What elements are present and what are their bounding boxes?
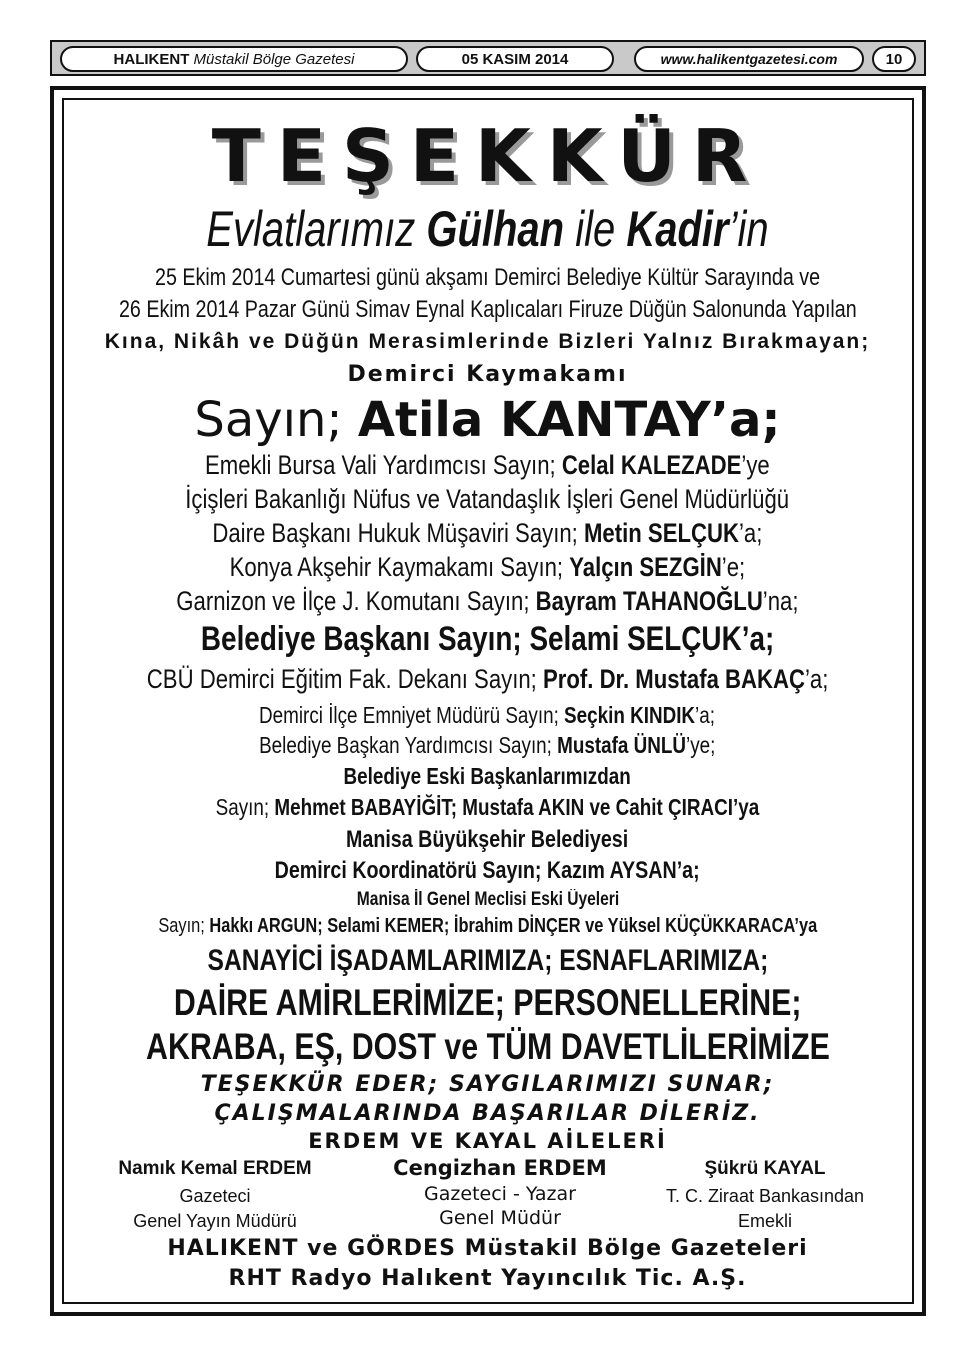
intro-line-1: 25 Ekim 2014 Cumartesi günü akşamı Demirci Belediye Kültür Sarayında ve [154, 264, 821, 291]
intro-line-2: 26 Ekim 2014 Pazar Günü Simav Eynal Kaplıcaları Firuze Düğün Salonunda Yapılan [118, 296, 857, 323]
groups-line-2: DAİRE AMİRLERİMİZE; PERSONELLERİNE; [173, 982, 802, 1023]
groups-line-1: SANAYİCİ İŞADAMLARIMIZA; ESNAFLARIMIZA; [207, 944, 768, 977]
signatory-3-name: Şükrü KAYAL [704, 1158, 826, 1179]
signatory-2-title-2: Genel Müdür [439, 1207, 561, 1229]
metropolitan-line-1: Manisa Büyükşehir Belediyesi [346, 826, 629, 853]
thanks2-line-3: Belediye Başkan Yardımcısı Sayın; Mustafa ÜNLÜ’ye; [259, 732, 716, 758]
thanks-line-2: İçişleri Bakanlığı Nüfus ve Vatandaşlık İşleri Genel Müdürlüğü [185, 484, 790, 514]
closing-line-2: ÇALIŞMALARINDA BAŞARILAR DİLERİZ. [214, 1101, 761, 1126]
paper-subtitle: Müstakil Bölge Gazetesi [193, 50, 355, 68]
signatory-2-title-1: Gazeteci - Yazar [424, 1183, 576, 1205]
date-pill [416, 46, 614, 72]
former-mayors-line: Sayın; Mehmet BABAYİĞİT; Mustafa AKIN ve Cahit ÇIRACI’ya [215, 794, 760, 820]
council-line: Sayın; Hakkı ARGUN; Selami KEMER; İbrahim DİNÇER ve Yüksel KÜÇÜKKARACA’ya [158, 915, 817, 937]
kaymakam-role: Demirci Kaymakamı [347, 362, 628, 387]
footer-line-1: HALIKENT ve GÖRDES Müstakil Bölge Gazeteleri [167, 1236, 808, 1261]
thanks2-line-1: CBÜ Demirci Eğitim Fak. Dekanı Sayın; Prof. Dr. Mustafa BAKAÇ’a; [146, 664, 829, 694]
council-heading: Manisa İl Genel Meclisi Eski Üyeleri [356, 889, 619, 910]
page-header [50, 40, 926, 76]
kaymakam-line [0, 392, 975, 448]
groups-line-3: AKRABA, EŞ, DOST ve TÜM DAVETLİLERİMİZE [145, 1026, 830, 1067]
mayor-line: Belediye Başkanı Sayın; Selami SELÇUK’a; [200, 620, 775, 658]
thanks2-line-2: Demirci İlçe Emniyet Müdürü Sayın; Seçkin KINDIK’a; [259, 702, 716, 728]
thanks-line-1: Emekli Bursa Vali Yardımcısı Sayın; Celal KALEZADE’ye [205, 450, 770, 480]
paper-name: HALIKENT [113, 50, 190, 68]
website-link: www.halikentgazetesi.com [660, 51, 838, 67]
issue-date: 05 KASIM 2014 [461, 50, 569, 68]
closing-line-1: TEŞEKKÜR EDER; SAYGILARIMIZI SUNAR; [200, 1072, 775, 1097]
page-number-pill [872, 46, 916, 72]
thanks-line-3: Daire Başkanı Hukuk Müşaviri Sayın; Metin SELÇUK’a; [212, 518, 763, 548]
signatory-2 [370, 1156, 630, 1229]
former-mayors-heading: Belediye Eski Başkanlarımızdan [343, 763, 632, 789]
groom-name: Kadir [626, 201, 729, 257]
families-line: ERDEM VE KAYAL AİLELERİ [308, 1129, 667, 1153]
metropolitan-line-2: Demirci Koordinatörü Sayın; Kazım AYSAN’a; [274, 857, 701, 884]
thanks-line-4: Konya Akşehir Kaymakamı Sayın; Yalçın SEZGİN’e; [229, 552, 746, 582]
bride-name: Gülhan [426, 201, 565, 257]
signatory-2-name: Cengizhan ERDEM [393, 1156, 607, 1180]
signatory-3-title-1: T. C. Ziraat Bankasından [665, 1186, 865, 1206]
footer-line-2: RHT Radyo Halıkent Yayıncılık Tic. A.Ş. [228, 1266, 747, 1291]
kaymakam-name: Atila KANTAY’a; [357, 392, 781, 448]
website-pill [634, 46, 864, 72]
signatory-1-title-1: Gazeteci [179, 1186, 251, 1206]
signatory-3 [650, 1158, 880, 1232]
paper-name-pill [60, 46, 408, 72]
signatory-1-name: Namık Kemal ERDEM [118, 1158, 312, 1179]
ad-subtitle: Evlatlarımız Gülhan ile Kadir’in [206, 201, 769, 257]
thanks-line-5: Garnizon ve İlçe J. Komutanı Sayın; Bayram TAHANOĞLU’na; [176, 586, 799, 616]
signatory-1-title-2: Genel Yayın Müdürü [133, 1211, 297, 1231]
signatory-1 [100, 1158, 330, 1232]
intro-line-3: Kına, Nikâh ve Düğün Merasimlerinde Bizleri Yalnız Bırakmayan; [104, 330, 871, 353]
signatory-3-title-2: Emekli [737, 1211, 792, 1231]
ad-title: TEŞEKKÜR [211, 114, 764, 198]
page-number: 10 [885, 50, 903, 68]
kaymakam-prefix: Sayın; [194, 392, 358, 448]
